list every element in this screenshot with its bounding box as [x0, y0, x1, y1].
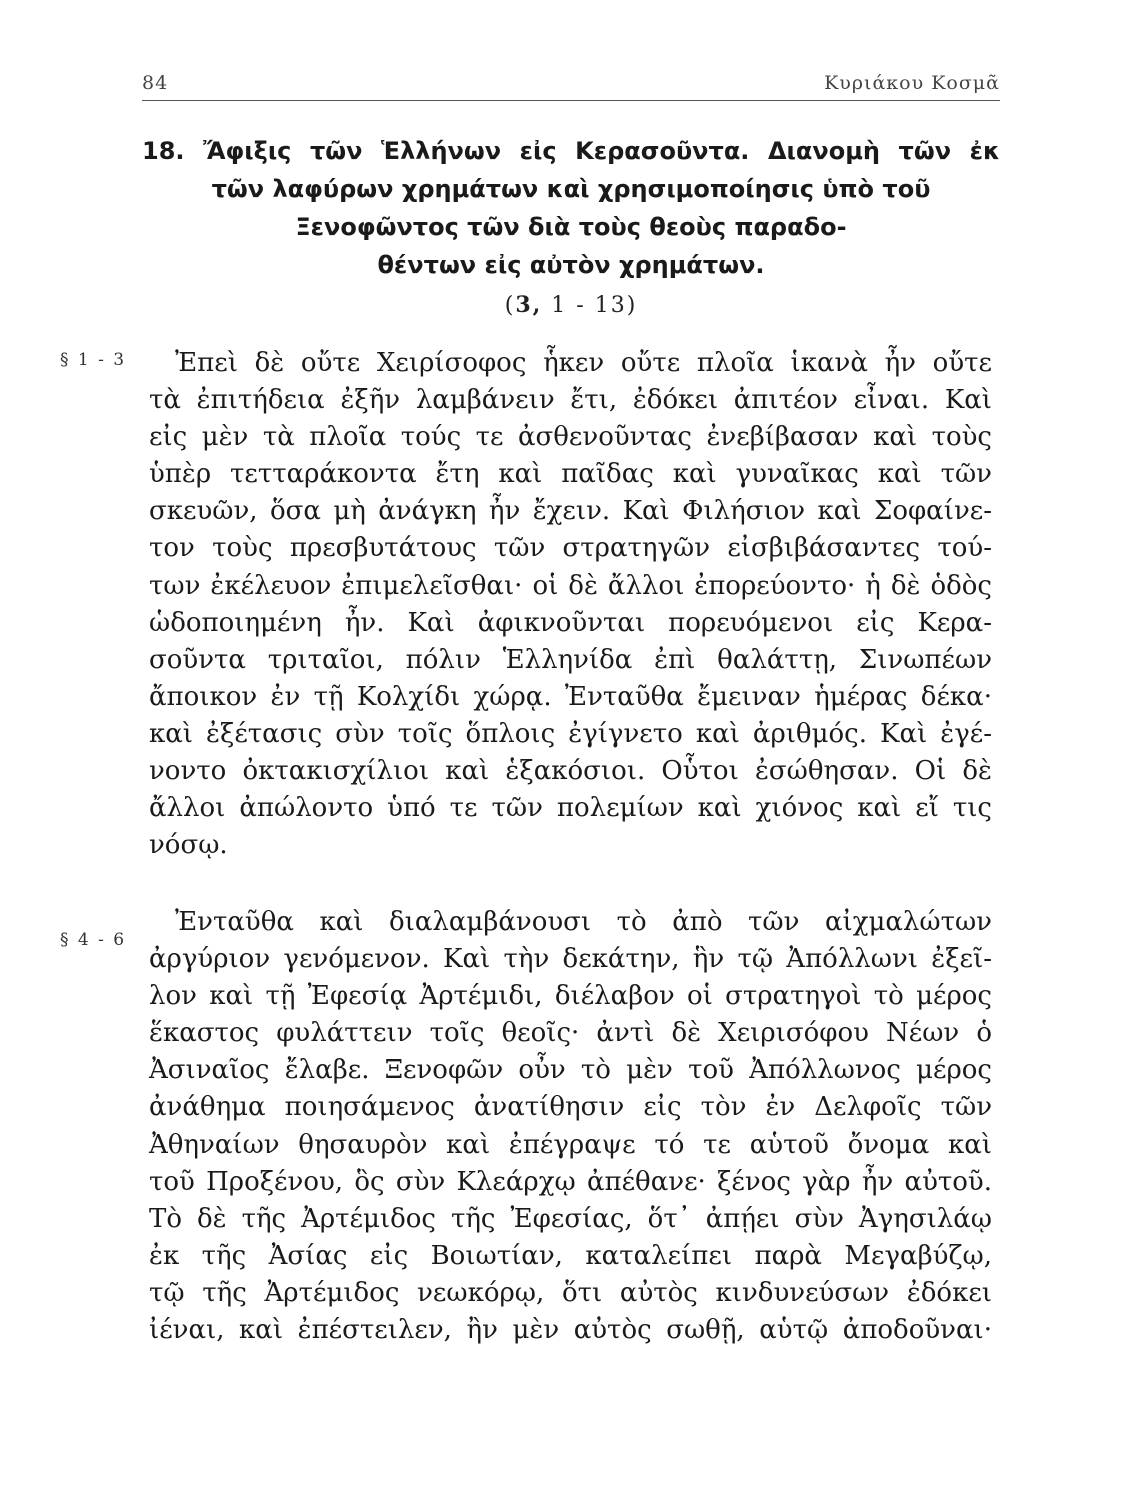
ref-range: 1 - 13 [542, 293, 627, 318]
text-line: τον τοὺς πρεσβυτάτους τῶν στρατηγῶν εἰσβιβάσαντες τού- [149, 533, 992, 564]
page-number: 84 [142, 72, 169, 94]
text-line: ἀνάθημα ποιησάμενος ἀνατίθησιν εἰς τὸν ἐν Δελφοῖς τῶν [149, 1092, 992, 1123]
heading-line: τῶν λαφύρων χρημάτων καὶ χρησιμοποίησις ὑπὸ τοῦ [211, 175, 931, 203]
text-line: Ἀσιναῖος ἔλαβε. Ξενοφῶν οὖν τὸ μὲν τοῦ Ἀπόλλωνος μέρος [149, 1055, 992, 1086]
margin-note-section-4-6: § 4 - 6 [60, 930, 127, 950]
ref-open-paren: ( [504, 293, 516, 318]
margin-note-section-1-3: § 1 - 3 [60, 350, 127, 370]
text-line: ἕκαστος φυλάττειν τοῖς θεοῖς· ἀντὶ δὲ Χειρισόφου Νέων ὁ [149, 1018, 992, 1049]
text-line: Ἐπεὶ δὲ οὔτε Χειρίσοφος ἧκεν οὔτε πλοῖα ἱκανὰ ἦν οὔτε [175, 348, 992, 378]
text-line: τοῦ Προξένου, ὃς σὺν Κλεάρχῳ ἀπέθανε· ξένος γὰρ ἦν αὐτοῦ. [149, 1166, 992, 1197]
chapter-reference [142, 292, 1000, 318]
text-line: Ἐνταῦθα καὶ διαλαμβάνουσι τὸ ἀπὸ τῶν αἰχμαλώτων [175, 907, 992, 937]
text-line: ὡδοποιημένη ἦν. Καὶ ἀφικνοῦνται πορευόμενοι εἰς Κερα- [149, 607, 992, 638]
text-line: ἀργύριον γενόμενον. Καὶ τὴν δεκάτην, ἣν τῷ Ἀπόλλωνι ἐξεῖ- [149, 944, 992, 975]
text-line: λον καὶ τῇ Ἐφεσίᾳ Ἀρτέμιδι, διέλαβον οἱ στρατηγοὶ τὸ μέρος [149, 981, 992, 1012]
text-line: σκευῶν, ὅσα μὴ ἀνάγκη ἦν ἔχειν. Καὶ Φιλήσιον καὶ Σοφαίνε- [149, 496, 992, 527]
text-line: σοῦντα τριταῖοι, πόλιν Ἑλληνίδα ἐπὶ θαλάττῃ, Σινωπέων [149, 644, 992, 675]
paragraph-2 [149, 904, 992, 1349]
text-line: των ἐκέλευον ἐπιμελεῖσθαι· οἱ δὲ ἄλλοι ἐπορεύοντο· ἡ δὲ ὁδὸς [149, 570, 992, 601]
text-line: ὑπὲρ τετταράκοντα ἔτη καὶ παῖδας καὶ γυναῖκας καὶ τῶν [149, 459, 992, 490]
text-line: ἄποικον ἐν τῇ Κολχίδι χώρᾳ. Ἐνταῦθα ἔμειναν ἡμέρας δέκα· [149, 681, 992, 712]
section-heading [142, 132, 1000, 284]
text-line: καὶ ἐξέτασις σὺν τοῖς ὅπλοις ἐγίγνετο καὶ ἀριθμός. Καὶ ἐγέ- [149, 718, 992, 749]
text-line: νόσῳ. [149, 830, 228, 861]
heading-line: 18. Ἄφιξις τῶν Ἑλλήνων εἰς Κερασοῦντα. Διανομὴ τῶν ἐκ [142, 137, 1000, 165]
text-line: εἰς μὲν τὰ πλοῖα τούς τε ἀσθενοῦντας ἐνεβίβασαν καὶ τοὺς [149, 422, 992, 453]
heading-line: Ξενοφῶντος τῶν διὰ τοὺς θεοὺς παραδο- [295, 213, 847, 241]
text-line: Ἀθηναίων θησαυρὸν καὶ ἐπέγραψε τό τε αὑτοῦ ὄνομα καὶ [149, 1129, 992, 1160]
running-head [142, 70, 1000, 101]
text-line: ἰέναι, καὶ ἐπέστειλεν, ἢν μὲν αὐτὸς σωθῇ, αὑτῷ ἀποδοῦναι· [149, 1315, 992, 1346]
ref-close-paren: ) [626, 293, 638, 318]
running-head-title: Κυριάκου Κοσμᾶ [824, 72, 1000, 94]
heading-line: θέντων εἰς αὐτὸν χρημάτων. [377, 251, 765, 279]
text-line: τῷ τῆς Ἀρτέμιδος νεωκόρῳ, ὅτι αὐτὸς κινδυνεύσων ἐδόκει [149, 1277, 992, 1308]
ref-chapter: 3, [515, 292, 543, 318]
text-line: ἄλλοι ἀπώλοντο ὑπό τε τῶν πολεμίων καὶ χιόνος καὶ εἴ τις [149, 793, 992, 824]
text-line: νοντο ὀκτακισχίλιοι καὶ ἑξακόσιοι. Οὗτοι ἐσώθησαν. Οἱ δὲ [149, 756, 992, 787]
text-line: ἐκ τῆς Ἀσίας εἰς Βοιωτίαν, καταλείπει παρὰ Μεγαβύζῳ, [149, 1240, 992, 1271]
text-line: τὰ ἐπιτήδεια ἐξῆν λαμβάνειν ἔτι, ἐδόκει ἀπιτέον εἶναι. Καὶ [149, 385, 992, 416]
text-line: Τὸ δὲ τῆς Ἀρτέμιδος τῆς Ἐφεσίας, ὅτ᾽ ἀπῄει σὺν Ἀγησιλάῳ [149, 1203, 992, 1234]
paragraph-1 [149, 345, 992, 864]
